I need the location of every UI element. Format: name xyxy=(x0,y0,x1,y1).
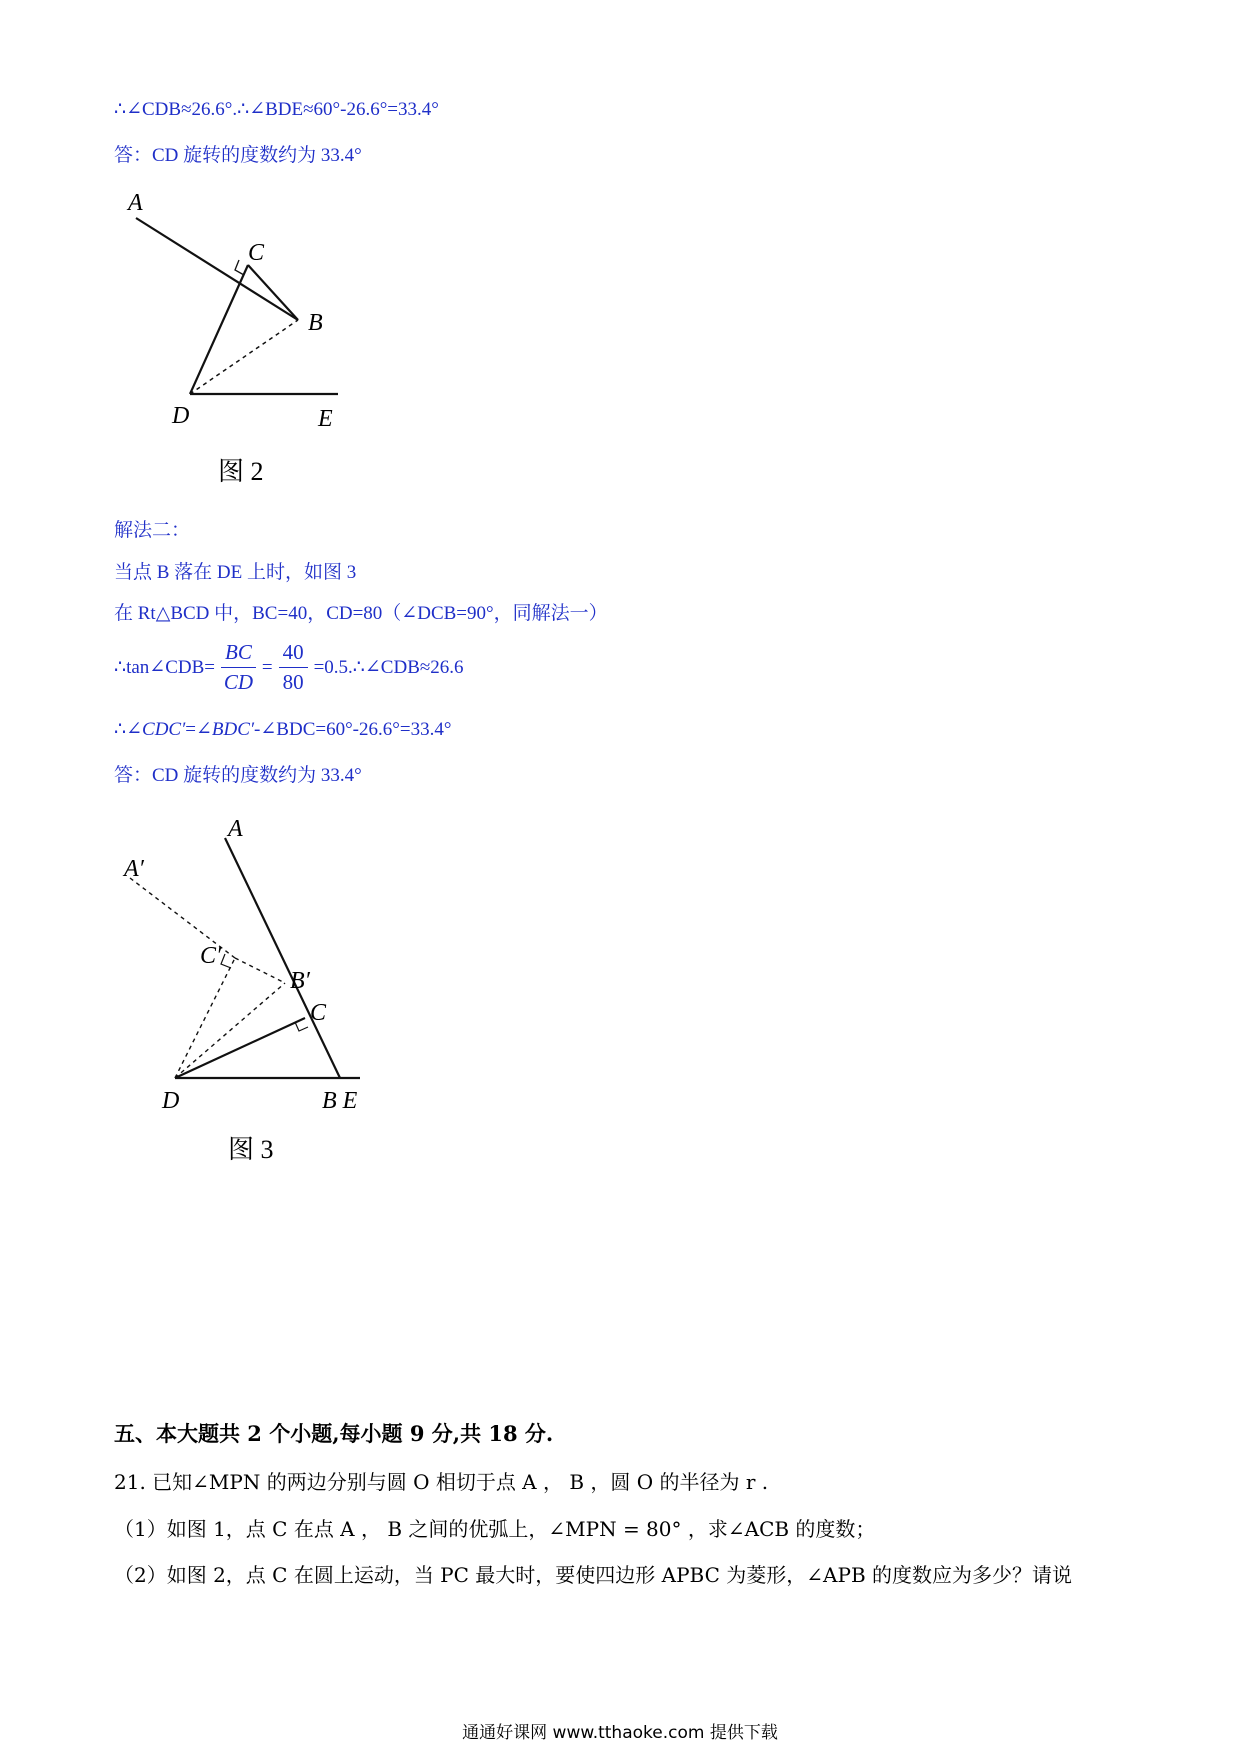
right-angle-mark-c-prime xyxy=(221,954,231,968)
fraction-denominator: CD xyxy=(223,670,254,694)
line-ae xyxy=(225,838,340,1078)
line4-mid: =∠ xyxy=(185,719,212,740)
method-two-title: 解法二： xyxy=(114,520,191,541)
line-c-prime-b-prime xyxy=(235,958,285,983)
footer-watermark: 通通好课网 www.tthaoke.com 提供下载 xyxy=(462,1723,778,1743)
angle-difference-line xyxy=(114,718,451,741)
right-angle-mark xyxy=(235,260,244,275)
label-c: C xyxy=(310,1000,327,1026)
solution-line: ∴∠CDB≈26.6°.∴∠BDE≈60°-26.6°=33.4° xyxy=(114,99,439,120)
label-d: D xyxy=(162,1088,180,1114)
question-21-part-2: （2）如图 2，点 C 在圆上运动，当 PC 最大时，要使四边形 APBC 为菱形，∠APB 的度数应为多少？请说 xyxy=(114,1563,1072,1587)
label-b-prime: B′ xyxy=(290,968,310,994)
figure-3-caption: 图 3 xyxy=(228,1135,274,1164)
line-dc-prime-dashed xyxy=(175,958,235,1078)
label-a: A xyxy=(128,190,143,216)
label-a: A xyxy=(228,816,243,842)
equals-sign: = xyxy=(261,656,273,678)
label-c: C xyxy=(248,240,265,266)
section-title: 五、本大题共 2 个小题,每小题 9 分,共 18 分. xyxy=(114,1421,554,1446)
label-d: D xyxy=(172,403,190,429)
method-two-line1: 当点 B 落在 DE 上时，如图 3 xyxy=(114,562,357,583)
line-dc xyxy=(175,1018,305,1078)
tan-prefix: ∴tan∠CDB= xyxy=(114,657,216,678)
figure-2-caption: 图 2 xyxy=(218,457,264,486)
figure-3 xyxy=(110,808,410,1168)
question-21-part-1: （1）如图 1，点 C 在点 A ， B 之间的优弧上，∠MPN = 80° ，求∠ACB 的度数； xyxy=(114,1517,876,1541)
tan-equation xyxy=(114,640,464,695)
fraction-numerator: BC xyxy=(221,640,256,668)
answer-line: 答：CD 旋转的度数约为 33.4° xyxy=(114,145,362,166)
fraction-denominator: 80 xyxy=(282,670,304,694)
line-ab xyxy=(136,218,298,320)
line4-prefix: ∴∠ xyxy=(114,719,143,740)
fraction-bc-cd xyxy=(221,640,256,695)
label-b: B xyxy=(308,310,323,336)
tan-suffix: =0.5.∴∠CDB≈26.6 xyxy=(313,657,464,678)
label-b-e: B E xyxy=(322,1088,358,1114)
label-a-prime: A′ xyxy=(124,856,144,882)
right-angle-mark-c xyxy=(295,1022,308,1031)
angle-bdc-prime: BDC′ xyxy=(211,719,255,740)
figure-2 xyxy=(120,180,380,490)
question-21: 21. 已知∠MPN 的两边分别与圆 O 相切于点 A ， B ，圆 O 的半径为 r . xyxy=(114,1470,769,1494)
label-e: E xyxy=(318,406,333,432)
answer-line: 答：CD 旋转的度数约为 33.4° xyxy=(114,765,362,786)
method-two-line2: 在 Rt△BCD 中，BC=40，CD=80（∠DCB=90°，同解法一） xyxy=(114,603,608,624)
line4-suffix: -∠BDC=60°-26.6°=33.4° xyxy=(254,719,452,740)
angle-cdc-prime: CDC′ xyxy=(142,719,186,740)
line-db-prime-dashed xyxy=(175,983,285,1078)
fraction-numerator: 40 xyxy=(279,640,308,668)
fraction-40-80 xyxy=(279,640,308,695)
label-c-prime: C′ xyxy=(200,943,222,969)
